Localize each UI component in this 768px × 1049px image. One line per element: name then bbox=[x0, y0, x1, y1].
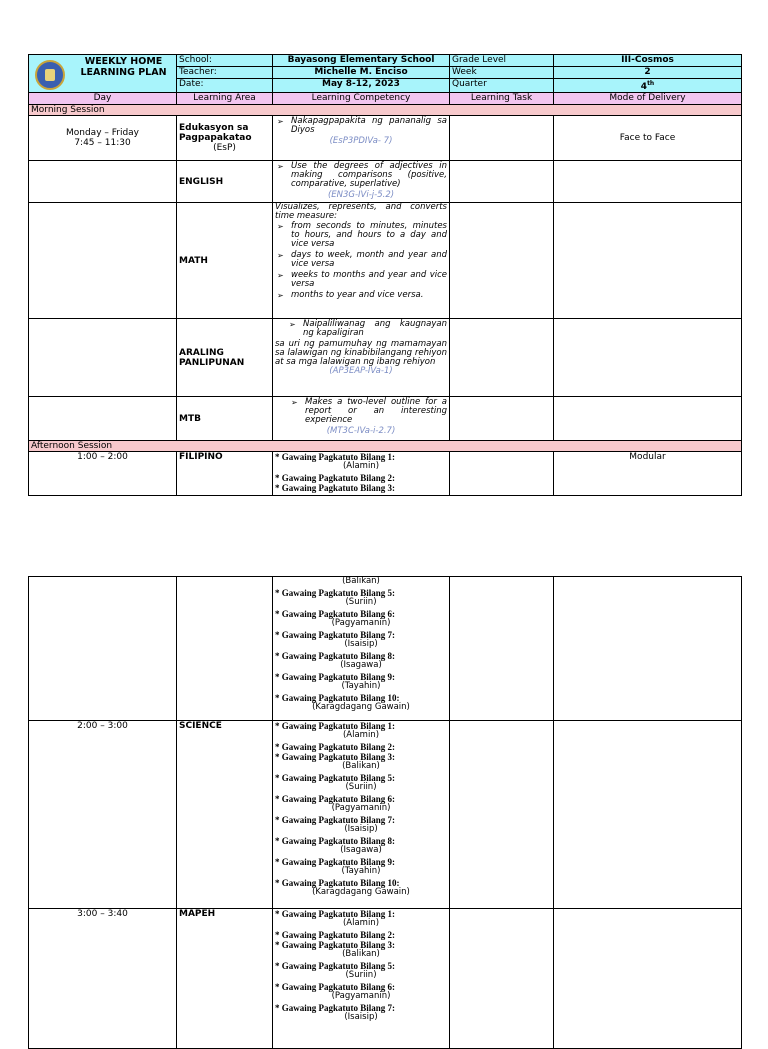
competency-mtb-text: ➢ Makes a two-level outline for a report or an interesting experience bbox=[289, 398, 447, 425]
area-esp bbox=[177, 116, 273, 161]
date-label: Date: bbox=[177, 79, 273, 93]
gawain-title: * Gawaing Pagkatuto Bilang 6: bbox=[275, 609, 396, 619]
competency-ap-code: (AP3EAP-IVa-1) bbox=[329, 366, 393, 376]
tasks-filipino bbox=[273, 452, 450, 496]
task-blank bbox=[450, 203, 554, 319]
row-filipino-cont bbox=[29, 577, 742, 721]
task-esp bbox=[450, 116, 554, 161]
week-value: 2 bbox=[554, 67, 742, 79]
row-mtb bbox=[29, 397, 742, 441]
gawain-title: * Gawaing Pagkatuto Bilang 1: bbox=[275, 452, 396, 462]
competency-mtb bbox=[273, 397, 450, 441]
day-blank bbox=[29, 577, 177, 721]
teacher-label: Teacher: bbox=[177, 67, 273, 79]
gawain-part: (Isaisip) bbox=[344, 824, 378, 834]
gawain-part: (Isagawa) bbox=[340, 845, 382, 855]
area-ap: ARALING PANLIPUNAN bbox=[177, 319, 273, 397]
mode-blank bbox=[554, 721, 742, 909]
header-row-school bbox=[29, 55, 742, 67]
tasks-filipino-cont bbox=[273, 577, 450, 721]
tasks-science bbox=[273, 721, 450, 909]
gawain-title: * Gawaing Pagkatuto Bilang 7: bbox=[275, 815, 396, 825]
competency-english-code: (EN3G-IVi-j-5.2) bbox=[327, 190, 395, 200]
area-esp-sub: (EsP) bbox=[213, 143, 236, 153]
area-english: ENGLISH bbox=[177, 161, 273, 203]
area-science: SCIENCE bbox=[177, 721, 273, 909]
gawain-part: (Balikan) bbox=[342, 576, 380, 586]
gawain-title: * Gawaing Pagkatuto Bilang 2: bbox=[275, 742, 396, 752]
day-blank bbox=[29, 203, 177, 319]
afternoon-session-label: Afternoon Session bbox=[29, 441, 742, 452]
competency-ap-text-cont: sa uri ng pamumuhay ng mamamayan sa lalawigan ng kinabibilangang rehiyon at sa mga lalawigan ng ibang rehiyon bbox=[275, 339, 447, 367]
gawain-title: * Gawaing Pagkatuto Bilang 3: bbox=[275, 483, 396, 493]
gawain-title: * Gawaing Pagkatuto Bilang 8: bbox=[275, 651, 396, 661]
gawain-part: (Pagyamanin) bbox=[331, 803, 391, 813]
gawain-part: (Suriin) bbox=[345, 970, 377, 980]
grade-value: III-Cosmos bbox=[554, 55, 742, 67]
gawain-part: (Suriin) bbox=[345, 782, 377, 792]
gawain-part: (Balikan) bbox=[342, 949, 380, 959]
area-math: MATH bbox=[177, 203, 273, 319]
title-cell bbox=[29, 55, 177, 93]
competency-ap bbox=[273, 319, 450, 397]
plan-title: WEEKLY HOME LEARNING PLAN bbox=[80, 56, 167, 78]
gawain-title: * Gawaing Pagkatuto Bilang 9: bbox=[275, 672, 396, 682]
gawain-title: * Gawaing Pagkatuto Bilang 6: bbox=[275, 794, 396, 804]
gawain-part: (Pagyamanin) bbox=[331, 618, 391, 628]
col-mode: Mode of Delivery bbox=[554, 93, 742, 105]
day-blank bbox=[29, 319, 177, 397]
school-value: Bayasong Elementary School bbox=[273, 55, 450, 67]
gawain-part: (Alamin) bbox=[342, 461, 380, 471]
gawain-title: * Gawaing Pagkatuto Bilang 10: bbox=[275, 693, 400, 703]
gawain-title: * Gawaing Pagkatuto Bilang 2: bbox=[275, 930, 396, 940]
time-science: 2:00 – 3:00 bbox=[29, 721, 177, 909]
row-math bbox=[29, 203, 742, 319]
day-blank bbox=[29, 397, 177, 441]
school-label: School: bbox=[177, 55, 273, 67]
competency-math bbox=[273, 203, 450, 319]
row-english bbox=[29, 161, 742, 203]
task-blank bbox=[450, 161, 554, 203]
column-header-row bbox=[29, 93, 742, 105]
gawain-part: (Pagyamanin) bbox=[331, 991, 391, 1001]
competency-math-item: ➢ from seconds to minutes, minutes to hours, and hours to a day and vice versa bbox=[275, 222, 447, 249]
time-filipino: 1:00 – 2:00 bbox=[29, 452, 177, 496]
gawain-title: * Gawaing Pagkatuto Bilang 5: bbox=[275, 773, 396, 783]
area-filipino: FILIPINO bbox=[177, 452, 273, 496]
gawain-title: * Gawaing Pagkatuto Bilang 5: bbox=[275, 588, 396, 598]
gawain-part: (Balikan) bbox=[342, 761, 380, 771]
area-esp-label: Edukasyon sa Pagpapakatao bbox=[179, 123, 252, 143]
col-day: Day bbox=[29, 93, 177, 105]
teacher-value: Michelle M. Enciso bbox=[273, 67, 450, 79]
gawain-title: * Gawaing Pagkatuto Bilang 3: bbox=[275, 940, 396, 950]
task-blank bbox=[450, 577, 554, 721]
gawain-part: (Isaisip) bbox=[344, 1012, 378, 1022]
competency-math-item: ➢ months to year and vice versa. bbox=[275, 291, 447, 300]
col-area: Learning Area bbox=[177, 93, 273, 105]
competency-math-item: ➢ weeks to months and year and vice versa bbox=[275, 271, 447, 289]
col-task: Learning Task bbox=[450, 93, 554, 105]
mode-face-to-face: Face to Face bbox=[554, 116, 742, 161]
area-mtb: MTB bbox=[177, 397, 273, 441]
competency-math-item: ➢ days to week, month and year and vice versa bbox=[275, 251, 447, 269]
task-blank bbox=[450, 452, 554, 496]
gawain-title: * Gawaing Pagkatuto Bilang 3: bbox=[275, 752, 396, 762]
area-blank bbox=[177, 577, 273, 721]
task-blank bbox=[450, 721, 554, 909]
competency-mtb-code: (MT3C-IVa-i-2.7) bbox=[326, 426, 396, 436]
gawain-part: (Alamin) bbox=[342, 918, 380, 928]
mode-blank bbox=[554, 161, 742, 203]
gawain-title: * Gawaing Pagkatuto Bilang 1: bbox=[275, 909, 396, 919]
gawain-title: * Gawaing Pagkatuto Bilang 1: bbox=[275, 721, 396, 731]
task-blank bbox=[450, 319, 554, 397]
row-science bbox=[29, 721, 742, 909]
afternoon-session-row bbox=[29, 441, 742, 452]
gawain-part: (Isaisip) bbox=[344, 639, 378, 649]
gawain-part: (Alamin) bbox=[342, 730, 380, 740]
gawain-part: (Isagawa) bbox=[340, 660, 382, 670]
gawain-part: (Tayahin) bbox=[341, 866, 381, 876]
whlp-table-page1 bbox=[28, 54, 742, 496]
row-araling-panlipunan bbox=[29, 319, 742, 397]
gawain-title: * Gawaing Pagkatuto Bilang 10: bbox=[275, 878, 400, 888]
morning-session-label: Morning Session bbox=[29, 105, 742, 116]
col-competency: Learning Competency bbox=[273, 93, 450, 105]
task-blank bbox=[450, 909, 554, 1049]
gawain-part: (Suriin) bbox=[345, 597, 377, 607]
mode-blank bbox=[554, 397, 742, 441]
competency-english bbox=[273, 161, 450, 203]
week-label: Week bbox=[450, 67, 554, 79]
quarter-label: Quarter bbox=[450, 79, 554, 93]
gawain-title: * Gawaing Pagkatuto Bilang 7: bbox=[275, 630, 396, 640]
task-blank bbox=[450, 397, 554, 441]
day-cell bbox=[29, 116, 177, 161]
competency-ap-text: ➢ Naipaliliwanag ang kaugnayan ng kapaligiran bbox=[287, 320, 447, 338]
row-mapeh bbox=[29, 909, 742, 1049]
time-label: 7:45 – 11:30 bbox=[74, 138, 131, 148]
mode-blank bbox=[554, 319, 742, 397]
mode-blank bbox=[554, 909, 742, 1049]
gawain-title: * Gawaing Pagkatuto Bilang 2: bbox=[275, 473, 396, 483]
gawain-part: (Tayahin) bbox=[341, 681, 381, 691]
gawain-part: (Karagdagang Gawain) bbox=[312, 887, 410, 897]
gawain-title: * Gawaing Pagkatuto Bilang 9: bbox=[275, 857, 396, 867]
date-value: May 8-12, 2023 bbox=[273, 79, 450, 93]
mode-modular: Modular bbox=[554, 452, 742, 496]
gawain-title: * Gawaing Pagkatuto Bilang 8: bbox=[275, 836, 396, 846]
competency-esp-text: ➢ Nakapagpapakita ng pananalig sa Diyos bbox=[275, 117, 447, 135]
gawain-part: (Karagdagang Gawain) bbox=[312, 702, 410, 712]
competency-esp bbox=[273, 116, 450, 161]
morning-session-row bbox=[29, 105, 742, 116]
tasks-mapeh bbox=[273, 909, 450, 1049]
whlp-table-page2 bbox=[28, 576, 742, 1049]
mode-blank bbox=[554, 203, 742, 319]
grade-label: Grade Level bbox=[450, 55, 554, 67]
row-esp bbox=[29, 116, 742, 161]
time-mapeh: 3:00 – 3:40 bbox=[29, 909, 177, 1049]
row-filipino bbox=[29, 452, 742, 496]
gawain-title: * Gawaing Pagkatuto Bilang 7: bbox=[275, 1003, 396, 1013]
mode-blank bbox=[554, 577, 742, 721]
competency-esp-code: (EsP3PDIVa- 7) bbox=[329, 136, 393, 146]
quarter-value: 4th bbox=[554, 79, 742, 93]
gawain-title: * Gawaing Pagkatuto Bilang 6: bbox=[275, 982, 396, 992]
day-label: Monday – Friday bbox=[65, 128, 140, 138]
area-mapeh: MAPEH bbox=[177, 909, 273, 1049]
competency-math-intro: Visualizes, represents, and converts time measure: bbox=[275, 202, 447, 221]
gawain-title: * Gawaing Pagkatuto Bilang 5: bbox=[275, 961, 396, 971]
deped-seal-icon bbox=[35, 60, 65, 90]
day-blank bbox=[29, 161, 177, 203]
competency-english-text: ➢ Use the degrees of adjectives in making comparisons (positive, comparative, superlative) bbox=[275, 162, 447, 189]
